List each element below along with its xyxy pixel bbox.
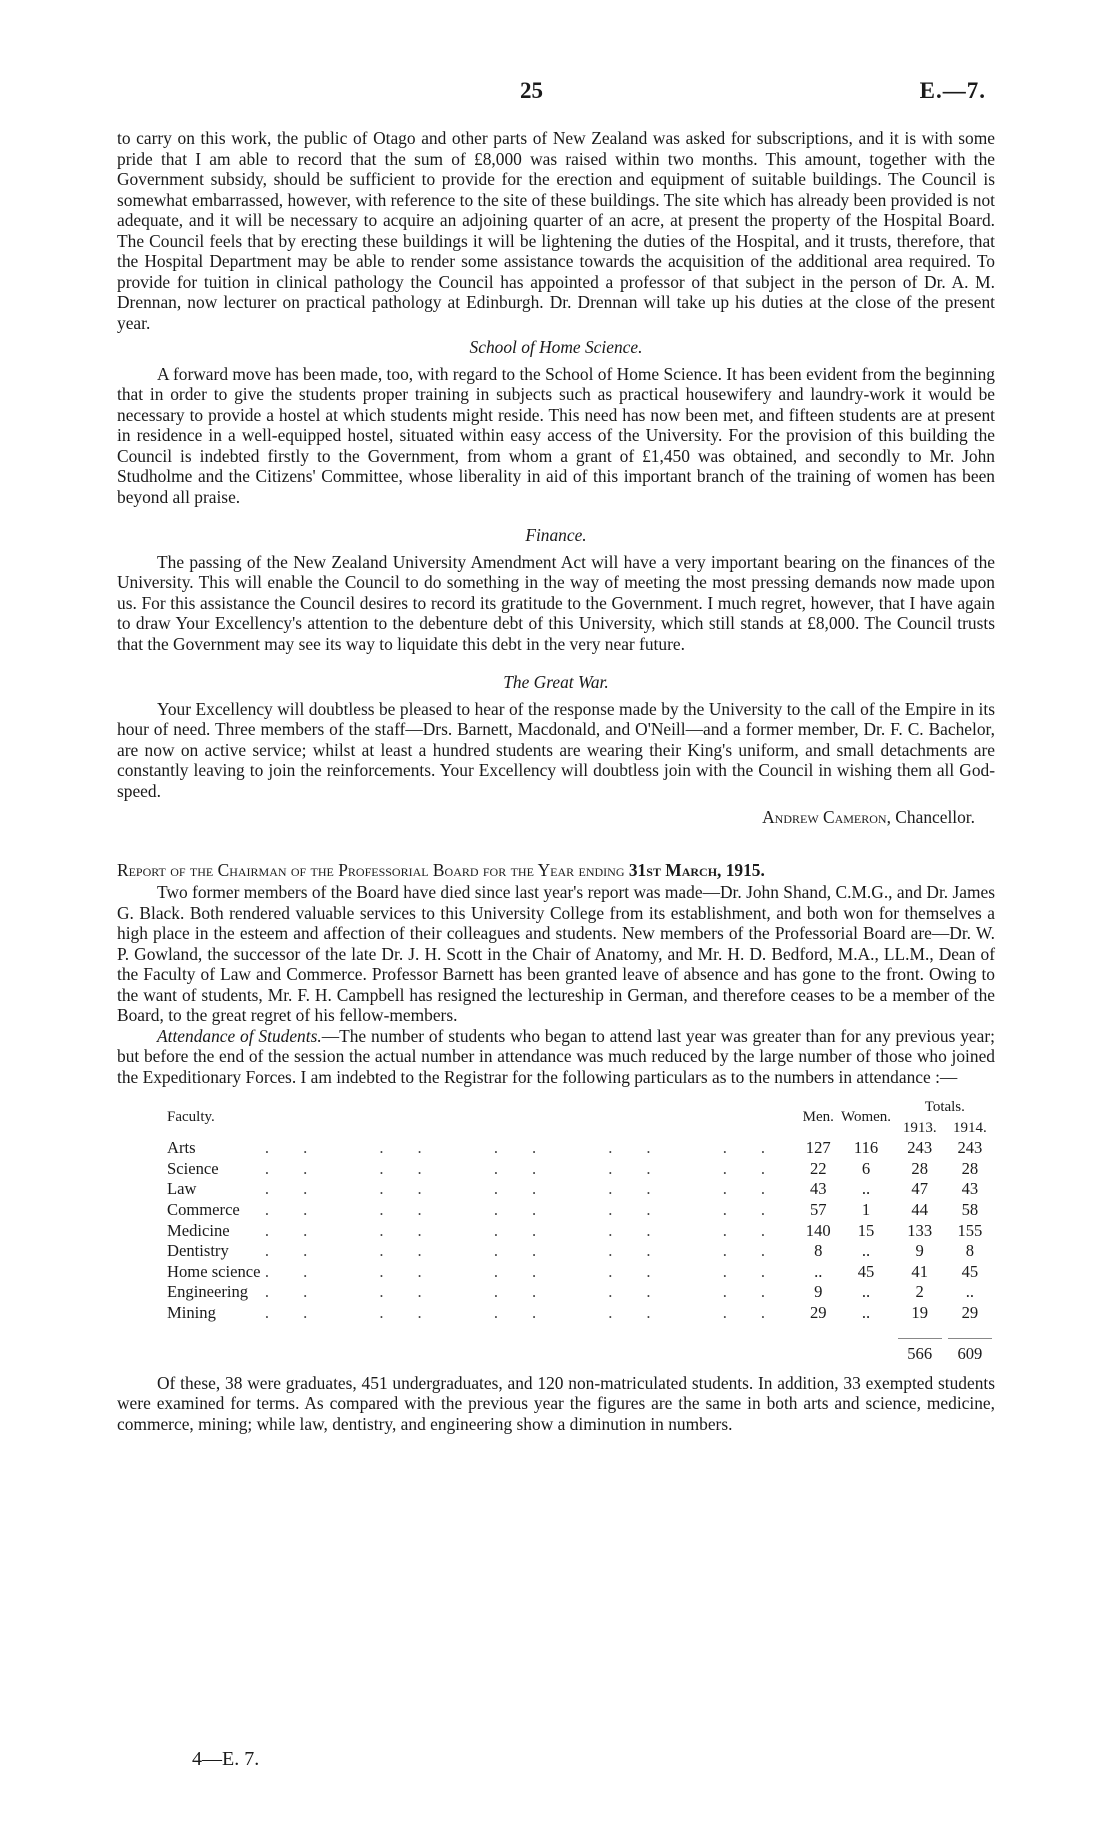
total-1914-cell: 28 [961,1158,979,1178]
table-row: Engineering .. .. .. .. .. 9 .. 2 .. [167,1282,995,1303]
total-1913: 566 [907,1344,933,1364]
women-cell: 1 [861,1199,871,1219]
paper-reference: E.—7. [919,78,986,103]
report-paragraph-members: Two former members of the Board have died since last year's report was made—Dr. John Shand, C.M.G., and Dr. James G. Black. Both rendered valuable services to this University College from its establishment, and both won for themselves a high place in the esteem and affection of their colleagues and students. New members of the Professorial Board are—Dr. W. P. Gowland, the successor of the late Dr. J. H. Scott in the Chair of Anatomy, and Mr. H. D. Bedford, M.A., LL.M., Dean of the Faculty of Law and Commerce. Professor Barnett has been granted leave of absence and has gone to the front. Owing to the want of students, Mr. F. H. Campbell has resigned the lectureship in German, and therefore ceases to be a member of the Board, to the great regret of his fellow-members. [117,882,995,1025]
section-text-finance: The passing of the New Zealand University Amendment Act will have a very important bearing on the finances of the University. This will enable the Council to do something in the way of meeting the most pressing demands now made upon us. For this assistance the Council desires to record its gratitude to the Government. I much regret, however, that I have again to draw Your Excellency's attention to the debenture debt of this University, which still stands at £8,000. The Council trusts that the Government may see its way to liquidate this debt in the very near future. [117,551,995,654]
faculty-cell: Law [167,1179,197,1199]
men-cell: 43 [809,1179,827,1199]
total-1913-cell: 243 [907,1138,933,1158]
men-cell: 29 [809,1302,827,1322]
total-1913-cell: 47 [911,1179,928,1199]
women-cell: .. [861,1302,871,1322]
table-row: Dentistry .. .. .. .. .. 8 .. 9 8 [167,1241,995,1262]
table-row: Science .. .. .. .. .. 22 6 28 28 [167,1159,995,1180]
report-title [117,860,995,881]
men-cell: .. [814,1261,823,1281]
report-title-prefix: Report of the Chairman of the Professorial Board for the Year ending [117,859,629,880]
total-1914-cell: 45 [961,1261,979,1281]
women-cell: .. [861,1179,871,1199]
header-men: Men. [802,1109,834,1126]
faculty-cell: Arts [167,1138,196,1158]
women-cell: 45 [857,1261,875,1281]
faculty-cell: Science [167,1158,219,1178]
header-totals: Totals. [924,1099,965,1115]
header-1914: 1914. [953,1119,987,1136]
page-number: 25 [520,78,543,103]
report-title-date: 31st March, 1915. [628,859,765,880]
table-row: Medicine .. .. .. .. .. 140 15 133 155 [167,1221,995,1242]
men-cell: 22 [809,1158,827,1178]
totals-row [167,1344,995,1365]
total-1914: 609 [957,1344,983,1364]
signature-title: , Chancellor. [886,807,975,827]
section-text-great-war: Your Excellency will doubtless be pleased to hear of the response made by the University to the call of the Empire in its hour of need. Three members of the staff—Drs. Barnett, Macdonald, and O'Neill—and a former member, Dr. F. C. Bachelor, are now on active service; whilst at least a hundred students are wearing their King's uniform, and small detachments are constantly leaving to join the reinforcements. Your Excellency will doubtless join with the Council in wishing them all God-speed. [117,698,995,801]
women-cell: 15 [857,1220,875,1240]
total-1913-cell: 19 [911,1302,928,1322]
faculty-cell: Mining [167,1302,216,1322]
total-1913-cell: 41 [911,1261,928,1281]
total-1914-cell: 8 [965,1241,975,1261]
faculty-cell: Home science [167,1261,261,1281]
attendance-text: —The number of students who began to attend last year was greater than for any previous year; but before the end of the session the actual number in attendance was much reduced by the large number of those who joined the Expeditionary Forces. I am indebted to the Registrar for the following particulars as to the numbers in attendance :— [117,1025,995,1087]
signature-mark: 4—E. 7. [192,1748,260,1770]
total-1914-cell: .. [965,1282,975,1302]
table-row: Law .. .. .. .. .. 43 .. 47 43 [167,1179,995,1200]
table-row: Mining .. .. .. .. .. 29 .. 19 29 [167,1303,995,1324]
women-cell: 6 [861,1158,871,1178]
table-row: Commerce .. .. .. .. .. 57 1 44 58 [167,1200,995,1221]
faculty-cell: Engineering [167,1282,249,1302]
total-1913-cell: 44 [911,1199,928,1219]
intro-paragraph: to carry on this work, the public of Otago and other parts of New Zealand was asked for subscriptions, and it is with some pride that I am able to record that the sum of £8,000 was raised within two months. This amount, together with the Government subsidy, should be sufficient to provide for the erection and equipment of suitable buildings. The Council is somewhat embarrassed, however, with reference to the site of these buildings. The site which has already been provided is not adequate, and it will be necessary to acquire an adjoining quarter of an acre, at present the property of the Hospital Board. The Council feels that by erecting these buildings it will be lightening the duties of the Hospital, and it trusts, therefore, that the Hospital Department may be able to render some assistance towards the acquisition of the additional area required. To provide for tuition in clinical pathology the Council has appointed a professor of that subject in the person of Dr. A. M. Drennan, now lecturer on practical pathology at Edinburgh. Dr. Drennan will take up his duties at the close of the present year. [117,128,995,333]
faculty-cell: Dentistry [167,1241,229,1261]
men-cell: 8 [814,1241,823,1261]
report-paragraph-attendance [117,1026,995,1088]
table-row: Home science .. .. .. .. .. .. 45 41 45 [167,1262,995,1283]
total-1914-cell: 243 [957,1138,983,1158]
men-cell: 9 [814,1282,823,1302]
page-header [0,78,1114,108]
faculty-cell: Medicine [167,1220,230,1240]
total-1914-cell: 29 [961,1302,979,1322]
signature-name: Andrew Cameron [762,807,887,827]
total-1913-cell: 2 [915,1282,924,1302]
total-1914-cell: 43 [961,1179,979,1199]
section-text-home-science: A forward move has been made, too, with regard to the School of Home Science. It has been evident from the beginning that in order to give the students proper training in subjects such as practical housewifery and laundry-work it would be necessary to provide a hostel at which students might reside. This need has now been met, and fifteen students are at present in residence in a well-equipped hostel, situated within easy access of the University. For the provision of this building the Council is indebted firstly to the Government, from whom a grant of £1,450 was obtained, and secondly to Mr. John Studholme and the Citizens' Committee, whose liberality in aid of this important branch of the training of women has been beyond all praise. [117,363,995,507]
section-heading-finance: Finance. [525,525,587,545]
section-heading-home-science: School of Home Science. [469,337,643,357]
section-heading-great-war: The Great War. [503,672,609,692]
women-cell: 116 [853,1138,879,1158]
faculty-cell: Commerce [167,1199,240,1219]
total-1913-cell: 133 [907,1220,933,1240]
document-body [117,128,995,1434]
table-header-row-top [167,1097,995,1118]
total-1914-cell: 155 [957,1220,983,1240]
men-cell: 57 [809,1199,827,1219]
report-closing-paragraph: Of these, 38 were graduates, 451 undergraduates, and 120 non-matriculated students. In addition, 33 exempted students were examined for terms. As compared with the previous year the figures are the same in both arts and science, medicine, commerce, mining; while law, dentistry, and engineering show a diminution in numbers. [117,1372,995,1434]
women-cell: .. [861,1282,871,1302]
total-1913-cell: 9 [915,1241,924,1261]
men-cell: 127 [805,1138,831,1158]
women-cell: .. [861,1241,871,1261]
attendance-table [167,1097,995,1365]
total-1914-cell: 58 [961,1199,979,1219]
attendance-label: Attendance of Students. [157,1025,322,1046]
total-1913-cell: 28 [911,1158,928,1178]
header-faculty: Faculty. [167,1109,215,1126]
header-1913: 1913. [902,1119,937,1136]
header-women: Women. [841,1109,892,1126]
table-row: Arts .. .. .. .. .. 127 116 243 243 [167,1138,995,1159]
men-cell: 140 [805,1220,831,1240]
signature [117,807,995,828]
